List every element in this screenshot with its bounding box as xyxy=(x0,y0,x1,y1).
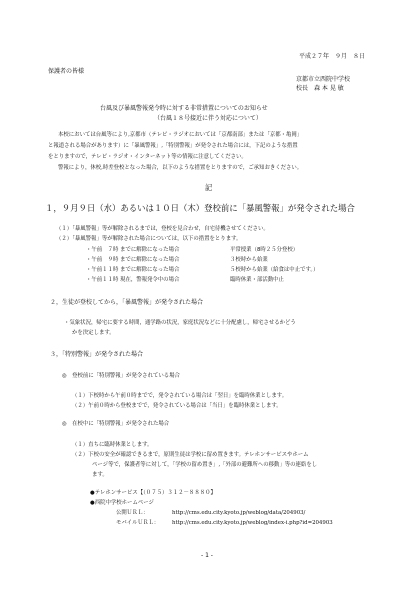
schedule-time-2: ・午前 ９時 までに解除になった場合 xyxy=(86,257,180,263)
school-name: 京都市立西院中学校 xyxy=(296,76,351,83)
schedule-time-3: ・午前１１時 までに解除になった場合 xyxy=(86,267,180,273)
schedule-action-1: 平常授業（8時２５分登校） xyxy=(230,247,299,253)
addressee: 保護者の皆様 xyxy=(48,68,85,75)
section-3a-heading: ◎ 登校前に「特別警報」が発令されている場合 xyxy=(62,373,180,379)
document-subtitle: （台風１８号接近に伴う対応について） xyxy=(154,115,262,122)
section-1-item-2: （２）「暴風警報」等が解除された場合については，以下の措置をとります。 xyxy=(56,236,242,242)
schedule-action-4: 臨時休業・部活動中止 xyxy=(230,277,284,283)
section-3b-item-2-cont-2: ます。 xyxy=(92,472,108,478)
section-2-heading: ２，生徒が登校してから，「暴風警報」が発令された場合 xyxy=(50,299,204,306)
schedule-time-4: ・午前１１時 現在，警報発令中の場合 xyxy=(86,277,180,283)
ki-marker: 記 xyxy=(205,183,213,192)
section-2-line-1: ・気象状況，帰宅に要する時間，通学路の状況，家庭状況などに十分配慮し，帰宅させるかどう xyxy=(64,320,296,326)
document-date: 平成２７年 ９月 ８日 xyxy=(299,53,366,60)
principal-name: 校長 森 本 晃 敏 xyxy=(296,85,344,92)
intro-line-1: 本校においては台風等により,京都市（テレビ・ラジオにおいては「京都南部」または「京都・亀岡」 xyxy=(58,132,303,138)
intro-line-3: をとりますので，テレビ・ラジオ・インターネット等の情報に注意してください。 xyxy=(48,154,247,160)
section-3b-item-1: （１）直ちに臨時休業とします。 xyxy=(72,442,153,448)
pc-url-label: 公開ＵＲＬ： xyxy=(116,510,149,516)
section-2-line-2: かを決定します。 xyxy=(72,330,115,336)
schedule-time-1: ・午前 ７時 までに解除になった場合 xyxy=(86,247,180,253)
telephone-service: ●テレホンサービス【（０７５）３１２－８８８０】 xyxy=(90,490,216,496)
document-title: 台風及び暴風警報発令時に対する非常措置についてのお知らせ xyxy=(100,105,268,112)
schedule-action-3: ５校時から始業（給食は中止です。） xyxy=(230,267,319,273)
section-3a-item-2: （２）午前０時から登校までで，発令されている場合は「当日」を臨時休業とします。 xyxy=(72,403,282,409)
section-1-heading: １，９月９日（水）あるいは１０日（木）登校前に「暴風警報」が発令された場合 xyxy=(45,203,355,213)
section-3b-item-2-cont-1: ページ等で，保護者等に対して，「学校の留め置き」,「外部の避難所への移動」等の連絡をし xyxy=(92,462,318,468)
section-3b-item-2: （２）下校の安全が確認できるまで，原則生徒は学校に留め置きます。テレホンサービスやホーム xyxy=(72,452,309,458)
pc-url-link[interactable]: http://cms.edu.city.kyoto.jp/weblog/data/204903/ xyxy=(172,510,306,516)
section-3a-item-1: （１）下校時から午前０時までで，発令されている場合は「翌日」を臨時休業とします。 xyxy=(72,393,288,399)
mobile-url-label: モバイルＵＲＬ： xyxy=(116,520,160,526)
mobile-url-link[interactable]: http://cms.edu.city.kyoto.jp/weblog/index-i.php?id=204903 xyxy=(172,520,333,526)
homepage-label: ●西院中学校ホームページ xyxy=(90,500,154,506)
schedule-action-2: ３校時から始業 xyxy=(230,257,268,263)
intro-line-4: 警報により，休校,時差登校となった場合，以下のような措置をとりますので，ご承知おきください。 xyxy=(58,165,303,171)
intro-line-2: と報道される場合があります）に「暴風警報」,「特別警報」が発令された場合には，下記のような措置 xyxy=(48,143,298,149)
page-number: - 1 - xyxy=(201,552,213,559)
section-3-heading: ３，「特別警報」が発令された場合 xyxy=(50,351,144,358)
section-1-item-1: （１）「暴風警報」等が解除されるまでは，登校を見合わせ，自宅待機させてください。 xyxy=(56,226,269,232)
section-3b-heading: ◎ 在校中に「特別警報」が発令された場合 xyxy=(62,421,170,427)
